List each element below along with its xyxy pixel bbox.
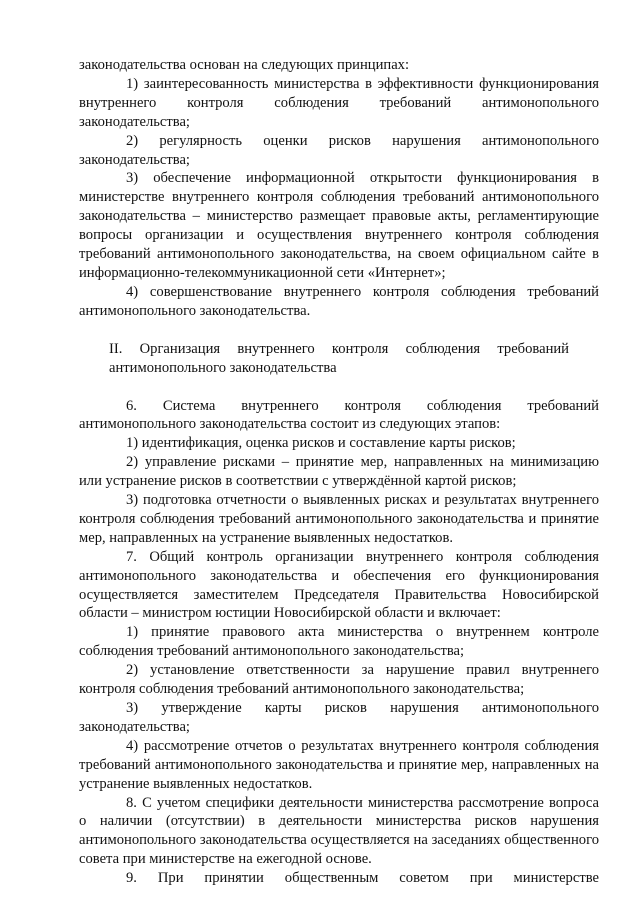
item-7-measure-4: 4) рассмотрение отчетов о результатах внутреннего контроля соблюдения требований антимонопольного законодательства и принятие мер, направленных на устранение выявленных недостатков.: [79, 737, 599, 792]
item-7-measure-2: 2) установление ответственности за нарушение правил внутреннего контроля соблюдения требований антимонопольного законодательства;: [79, 662, 599, 698]
item-7-measure-3: 3) утверждение карты рисков нарушения антимонопольного законодательства;: [79, 700, 599, 735]
principle-1: 1) заинтересованность министерства в эффективности функционирования внутреннего контроля соблюдения требований антимонопольного законодательства;: [79, 75, 599, 130]
item-7: 7. Общий контроль организации внутреннего контроля соблюдения антимонопольного законодательства и обеспечения его функционирования осуществляется заместителем Председателя Правительства Новосибирской области – министром юстиции Новосибирской области и включает:: [79, 548, 599, 622]
principle-4: 4) совершенствование внутреннего контроля соблюдения требований антимонопольного законодательства.: [79, 283, 599, 319]
spacer: [79, 378, 599, 397]
document-body: [79, 56, 599, 888]
item-8: 8. С учетом специфики деятельности министерства рассмотрение вопроса о наличии (отсутствии) в деятельности министерства рисков нарушения антимонопольного законодательства осуществляется на заседаниях общественного совета при министерстве на ежегодной основе.: [79, 794, 599, 868]
item-6: 6. Система внутреннего контроля соблюдения требований антимонопольного законодательства состоит из следующих этапов:: [79, 397, 599, 433]
item-9: 9. При принятии общественным советом при министерстве: [126, 870, 599, 887]
item-6-stage-2: 2) управление рисками – принятие мер, направленных на минимизацию или устранение рисков в соответствии с утверждённой картой рисков;: [79, 454, 599, 490]
item-6-stage-1: 1) идентификация, оценка рисков и составление карты рисков;: [126, 435, 516, 452]
item-7-measure-1: 1) принятие правового акта министерства о внутреннем контроле соблюдения требований антимонопольного законодательства;: [79, 624, 599, 660]
section-heading: II. Организация внутреннего контроля соблюдения требований антимонопольного законодательства: [109, 340, 569, 376]
intro-line: законодательства основан на следующих принципах:: [79, 57, 410, 73]
principle-2: 2) регулярность оценки рисков нарушения антимонопольного законодательства;: [79, 132, 599, 168]
principle-3: 3) обеспечение информационной открытости функционирования в министерстве внутреннего контроля соблюдения требований антимонопольного законодательства – министерство размещает правовые акты, регламентирующие вопросы организации и осуществления внутреннего контроля соблюдения требований антимонопольного законодательства, на своем официальном сайте в информационно-телекоммуникационной сети «Интернет»;: [79, 170, 599, 281]
spacer: [79, 321, 599, 340]
item-6-stage-3: 3) подготовка отчетности о выявленных рисках и результатах внутреннего контроля соблюдения требований антимонопольного законодательства и принятие мер, направленных на устранение выявленных недостатков.: [79, 492, 599, 546]
